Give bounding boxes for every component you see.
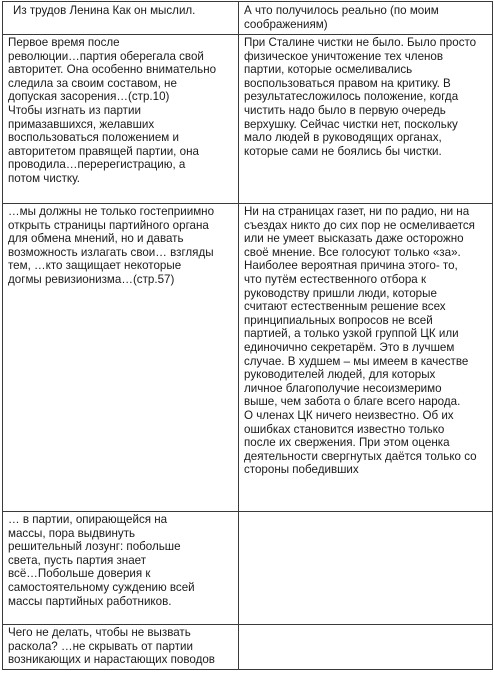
table-row: [3, 204, 493, 512]
table-row: [3, 35, 493, 204]
quote-text: Чего не делать, чтобы не вызвать раскола? …не скрывать от партии возникающих и нарастающих поводов: [8, 626, 215, 667]
table-row: [3, 512, 493, 625]
document-page: [2, 1, 492, 680]
commentary-cell: [239, 35, 493, 204]
quote-cell: [3, 512, 239, 625]
commentary-text: При Сталине чистки не было. Было просто физическое уничтожение тех членов партии, которые осмеливались воспользоваться правом на критику. В результатесложилось положение, когда чистить надо было в первую очередь верхушку. Сейчас чистки нет, поскольку мало людей в руководящих органах, которые сами не боялись бы чистки.: [244, 36, 477, 158]
quote-cell: [3, 625, 239, 670]
commentary-cell: [239, 204, 493, 512]
commentary-text: Ни на страницах газет, ни по радио, ни на съездах никто до сих пор не осмеливается или не умеет высказать даже осторожно своё мнение. Все голосуют только «за». Наиболее вероятная причина этого- то, что путём естественного отбора к руководству пришли люди, которые считают естественным решение всех принципиальных вопросов не всей партией, а только узкой группой ЦК или единочично секретарём. Это в лучшем случае. В худшем – мы имеем в качестве руководителей людей, для которых личное благополучие несоизмеримо выше, чем забота о благе всего народа. О членах ЦК ничего неизвестно. Об их ошибках становится известно только после их свержения. При этом оценка деятельности свергнутых даётся только со стороны победивших: [244, 205, 477, 477]
quote-cell: [3, 204, 239, 512]
header-text: Из трудов Ленина Как он мыслил.: [13, 4, 196, 17]
header-cell-left: [3, 2, 239, 35]
quote-text: …мы должны не только гостеприимно открыть страницы партийного органа для обмена мнений, но и давать возможность излагать свои… взгляды тем, …кто защищает некоторые догмы ревизионизма…(стр.57): [8, 205, 215, 286]
table-row: [3, 625, 493, 670]
quote-text: … в партии, опирающейся на массы, пора выдвинуть решительный лозунг: побольше света, пусть партия знает всё…Побольше доверия к самостоятельному суждению всей массы партийных работников.: [8, 513, 195, 608]
table-header-row: [3, 2, 493, 35]
comparison-table: [2, 1, 493, 670]
quote-cell: [3, 35, 239, 204]
commentary-cell: [239, 625, 493, 670]
header-text: А что получилось реально (по моим соображениям): [244, 4, 439, 31]
header-cell-right: [239, 2, 493, 35]
quote-text: Первое время после революции…партия оберегала свой авторитет. Она особенно внимательно следила за своим составом, не допуская засорения…(стр.10) Чтобы изгнать из партии примазавшихся, желавших воспользоваться положением и авторитетом правящей партии, она проводила…перерегистрацию, а потом чистку.: [8, 36, 217, 185]
commentary-cell: [239, 512, 493, 625]
